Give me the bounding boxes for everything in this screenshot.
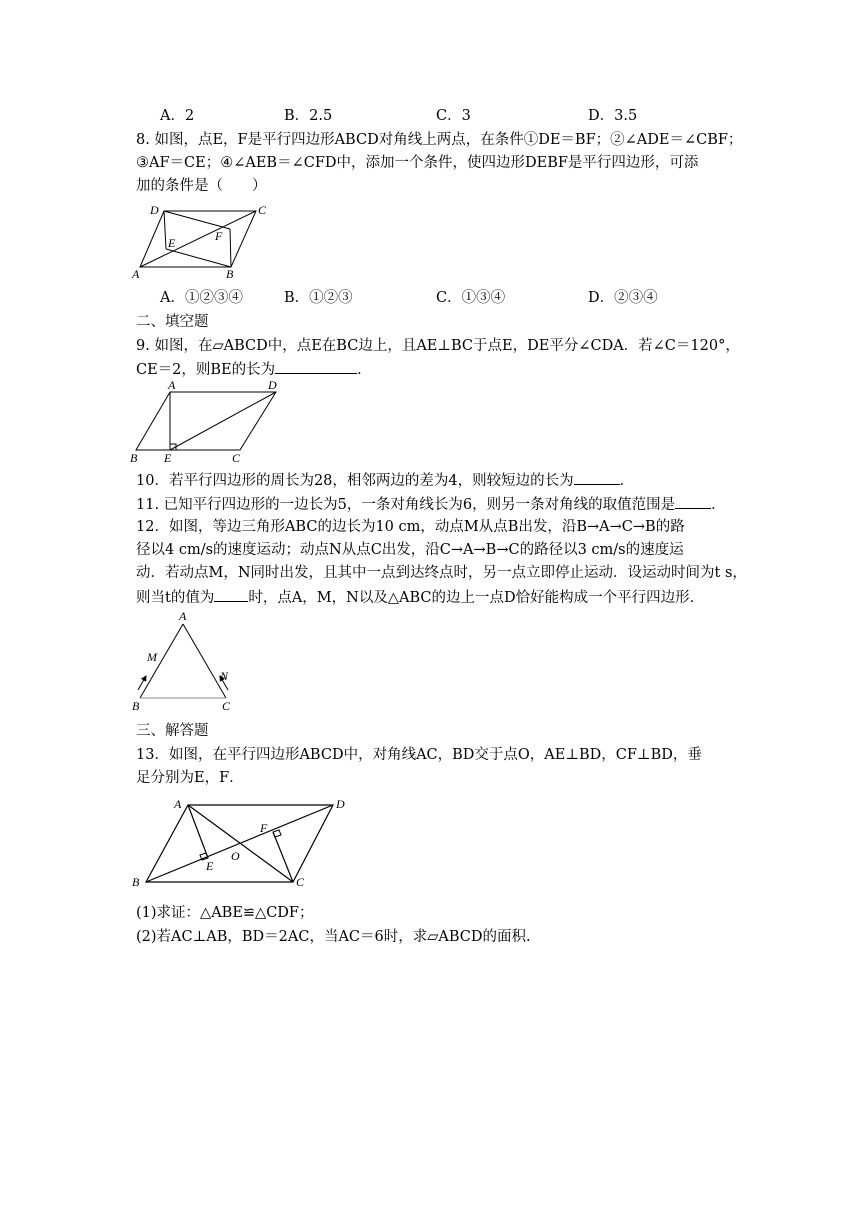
q12-line4-text: 则当t的值为	[136, 590, 215, 606]
q9-label-c: C	[232, 451, 241, 465]
q9-segment-de	[170, 392, 276, 450]
q9-line1: 9. 如图，在▱ABCD中，点E在BC边上，且AE⊥BC于点E，DE平分∠CDA．若∠C＝120°，	[136, 338, 740, 354]
q12-label-m: M	[147, 650, 157, 664]
q8-figure	[128, 200, 268, 282]
q12-line4	[136, 587, 704, 608]
q9-label-a: A	[168, 378, 176, 392]
q8-label-b: B	[226, 267, 234, 281]
q8-line3: 加的条件是（ ）	[136, 178, 267, 194]
q9-parallelogram	[136, 392, 276, 450]
q7-option-d: D．3.5	[588, 108, 638, 124]
q7-option-a: A．2	[160, 108, 195, 124]
q12-label-n: N	[220, 669, 229, 683]
q13-part2: (2)若AC⊥AB，BD＝2AC，当AC＝6时，求▱ABCD的面积.	[136, 929, 531, 945]
q12-answer-blank[interactable]	[214, 587, 248, 602]
q13-label-a: A	[174, 797, 182, 811]
q8-label-c: C	[258, 203, 267, 217]
q9-line2-text: CE＝2，则BE的长为	[136, 362, 276, 378]
q11-end: ．	[711, 497, 726, 513]
q8-label-d: D	[150, 203, 159, 217]
q12-line2: 径以4 cm/s的速度运动；动点N从点C出发，沿C→A→B→C的路径以3 cm/s的速度运	[136, 542, 684, 558]
q9-label-d: D	[268, 378, 277, 392]
q13-part1: (1)求证：△ABE≌△CDF；	[136, 905, 314, 921]
section3-title: 三、解答题	[136, 723, 209, 739]
q9-label-b: B	[130, 451, 138, 465]
q13-label-c: C	[296, 875, 305, 889]
q8-option-d: D．②③④	[588, 290, 658, 306]
q12-line4-end: 时，点A，M，N以及△ABC的边上一点D恰好能构成一个平行四边形．	[248, 590, 705, 606]
q13-label-e: E	[206, 859, 214, 873]
q12-label-b: B	[132, 699, 140, 713]
q12-figure	[128, 610, 248, 714]
q12-label-c: C	[222, 699, 231, 713]
q11-answer-blank[interactable]	[675, 494, 711, 509]
q12-side-ac	[183, 624, 226, 698]
q8-label-e: E	[168, 236, 176, 250]
q10-end: ．	[619, 473, 635, 489]
q13-diagonal-bd	[146, 805, 333, 882]
q8-option-a: A．①②③④	[160, 290, 243, 306]
q13-line1: 13．如图，在平行四边形ABCD中，对角线AC，BD交于点O，AE⊥BD，CF⊥BD，垂	[136, 747, 702, 763]
section2-title: 二、填空题	[136, 314, 209, 330]
q11-text: 11. 已知平行四边形的一边长为5，一条对角线长为6，则另一条对角线的取值范围是	[136, 497, 676, 513]
q8-label-a: A	[132, 267, 140, 281]
q10-text: 10．若平行四边形的周长为28，相邻两边的差为4，则较短边的长为	[136, 473, 574, 489]
q13-label-o: O	[231, 849, 240, 863]
q9-label-e: E	[164, 451, 172, 465]
q13-label-b: B	[132, 875, 140, 889]
q12-line3: 动．若动点M，N同时出发，且其中一点到达终点时，另一点立即停止运动．设运动时间为t s，	[136, 565, 747, 581]
q12-line1: 12．如图，等边三角形ABC的边长为10 cm，动点M从点B出发，沿B→A→C→B的路	[136, 519, 685, 535]
q8-option-c: C．①③④	[436, 290, 506, 306]
q11-line	[136, 494, 726, 515]
q9-figure	[128, 378, 288, 466]
q13-figure	[128, 792, 360, 896]
q10-answer-blank[interactable]	[574, 470, 620, 485]
q8-line1: 8. 如图，点E，F是平行四边形ABCD对角线上两点，在条件①DE＝BF；②∠ADE＝∠CBF；	[136, 132, 743, 148]
q12-label-a: A	[179, 610, 187, 623]
q12-arrow-m	[138, 676, 146, 690]
q8-line2: ③AF＝CE；④∠AEB＝∠CFD中，添加一个条件，使四边形DEBF是平行四边形，可添	[136, 155, 699, 171]
q8-diagonal-ac	[140, 211, 256, 267]
q9-line2	[136, 359, 372, 380]
q8-label-f: F	[215, 229, 223, 243]
q7-option-b: B．2.5	[284, 108, 333, 124]
q10-line	[136, 470, 634, 491]
q13-label-f: F	[260, 821, 268, 835]
q8-option-b: B．①②③	[284, 290, 353, 306]
q7-option-c: C．3	[436, 108, 471, 124]
q13-label-d: D	[336, 797, 345, 811]
q13-line2: 足分别为E，F．	[136, 770, 244, 786]
q9-answer-blank[interactable]	[275, 359, 357, 374]
q9-line2-end: ．	[357, 362, 372, 378]
